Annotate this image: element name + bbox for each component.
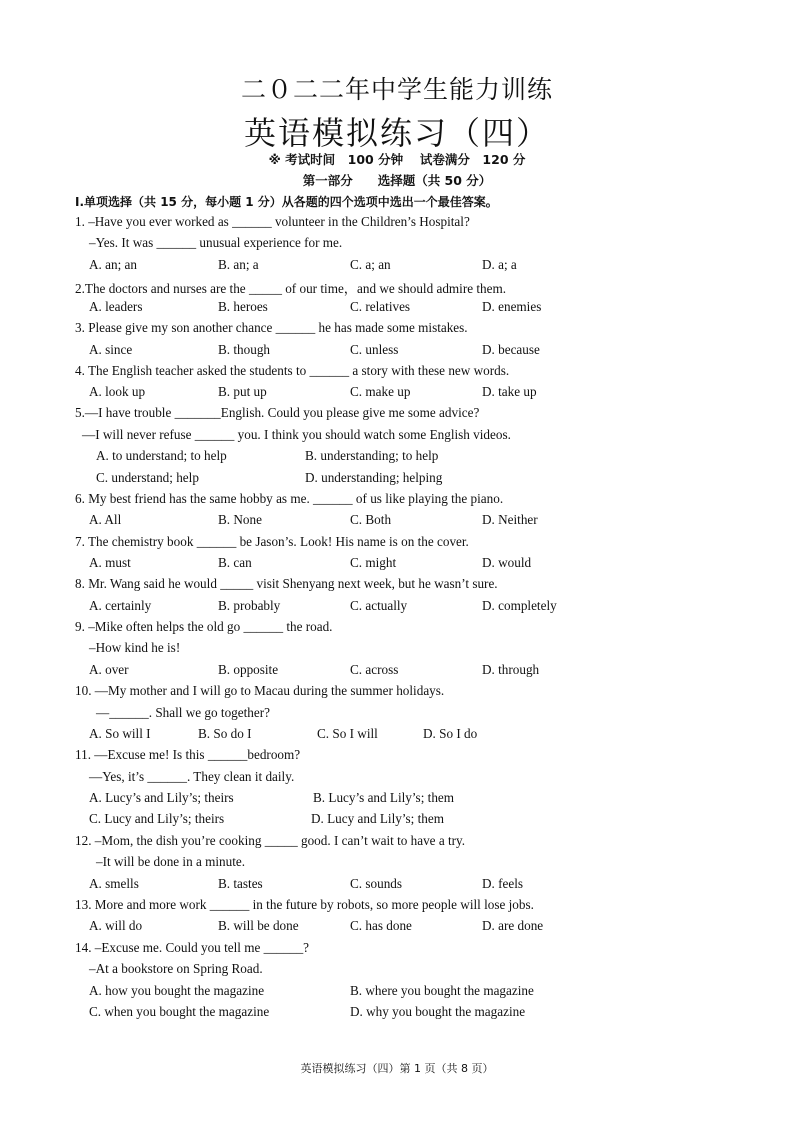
question-12: 12. –Mom, the dish you’re cooking _____ good. I can’t wait to have a try. [75,833,466,848]
option-a: A. will do [89,918,143,933]
option-b: B. heroes [218,299,268,314]
option-d: D. are done [482,918,544,933]
option-b: B. though [218,342,271,357]
question-1-reply: –Yes. It was ______ unusual experience for me. [89,235,343,250]
option-b: B. where you bought the magazine [350,983,534,998]
option-a: A. look up [89,384,146,399]
question-13: 13. More and more work ______ in the future by robots, so more people will lose jobs. [75,897,534,912]
option-a: A. over [89,662,129,677]
option-a: A. leaders [89,299,143,314]
option-c: C. relatives [350,299,411,314]
option-b: B. an; a [218,257,259,272]
option-c: C. across [350,662,399,677]
question-5-reply: —I will never refuse ______ you. I think you should watch some English videos. [82,427,511,442]
option-c: C. unless [350,342,399,357]
option-a: A. certainly [89,598,152,613]
option-a: A. since [89,342,133,357]
question-7: 7. The chemistry book ______ be Jason’s. Look! His name is on the cover. [75,534,469,549]
option-b: B. opposite [218,662,279,677]
option-d: D. Lucy and Lily’s; them [311,811,444,826]
question-12-reply: –It will be done in a minute. [96,854,246,869]
option-c: C. So I will [317,726,378,741]
question-9-reply: –How kind he is! [89,640,181,655]
option-c: C. Lucy and Lily’s; theirs [89,811,225,826]
exam-title: 二０二二年中学生能力训练 [240,75,553,104]
question-9: 9. –Mike often helps the old go ______ the road. [75,619,333,634]
question-10: 10. —My mother and I will go to Macau during the summer holidays. [75,683,445,698]
question-3: 3. Please give my son another chance ______ he has made some mistakes. [75,320,468,335]
option-b: B. probably [218,598,281,613]
option-c: C. actually [350,598,408,613]
option-d: D. So I do [423,726,478,741]
option-a: A. must [89,555,131,570]
option-c: C. when you bought the magazine [89,1004,270,1019]
option-d: D. enemies [482,299,542,314]
option-d: D. through [482,662,540,677]
option-c: C. sounds [350,876,403,891]
option-a: A. Lucy’s and Lily’s; theirs [89,790,234,805]
question-5: 5.—I have trouble _______English. Could you please give me some advice? [75,405,480,420]
page-footer: 英语模拟练习（四）第 1 页（共 8 页） [300,1062,494,1075]
option-c: C. has done [350,918,412,933]
option-c: C. Both [350,512,392,527]
question-8: 8. Mr. Wang said he would _____ visit Shenyang next week, but he wasn’t sure. [75,576,498,591]
option-b: B. None [218,512,262,527]
question-2: 2.The doctors and nurses are the _____ of our time，and we should admire them. [75,281,507,296]
option-d: D. Neither [482,512,538,527]
option-a: A. how you bought the magazine [89,983,265,998]
option-a: A. All [89,512,122,527]
question-14-reply: –At a bookstore on Spring Road. [89,961,263,976]
part-heading: 第一部分 选择题（共 50 分） [302,173,492,188]
question-14: 14. –Excuse me. Could you tell me ______? [75,940,310,955]
option-a: A. smells [89,876,139,891]
option-a: A. to understand; to help [96,448,227,463]
option-c: C. understand; help [96,470,199,485]
option-d: D. because [482,342,540,357]
question-6: 6. My best friend has the same hobby as me. ______ of us like playing the piano. [75,491,504,506]
option-a: A. an; an [89,257,137,272]
question-11: 11. —Excuse me! Is this ______bedroom? [75,747,301,762]
option-b: B. tastes [218,876,263,891]
option-a: A. So will I [89,726,151,741]
question-4: 4. The English teacher asked the students to ______ a story with these new words. [75,363,510,378]
option-b: B. understanding; to help [305,448,439,463]
option-d: D. a; a [482,257,517,272]
question-1: 1. –Have you ever worked as ______ volunteer in the Children’s Hospital? [75,214,470,229]
option-b: B. can [218,555,252,570]
exam-subtitle: 英语模拟练习（四） [243,114,550,152]
exam-meta: ※ 考试时间 100 分钟 试卷满分 120 分 [268,152,526,167]
option-d: D. why you bought the magazine [350,1004,526,1019]
option-d: D. take up [482,384,537,399]
option-d: D. feels [482,876,524,891]
option-c: C. a; an [350,257,391,272]
option-d: D. understanding; helping [305,470,443,485]
option-c: C. make up [350,384,411,399]
question-11-reply: —Yes, it’s ______. They clean it daily. [89,769,295,784]
option-c: C. might [350,555,397,570]
question-10-reply: —______. Shall we go together? [96,705,270,720]
option-d: D. completely [482,598,557,613]
option-b: B. Lucy’s and Lily’s; them [313,790,455,805]
option-b: B. put up [218,384,267,399]
section-heading: I.单项选择（共 15 分，每小题 1 分）从各题的四个选项中选出一个最佳答案。 [75,195,498,209]
option-d: D. would [482,555,532,570]
option-b: B. will be done [218,918,299,933]
option-b: B. So do I [198,726,252,741]
